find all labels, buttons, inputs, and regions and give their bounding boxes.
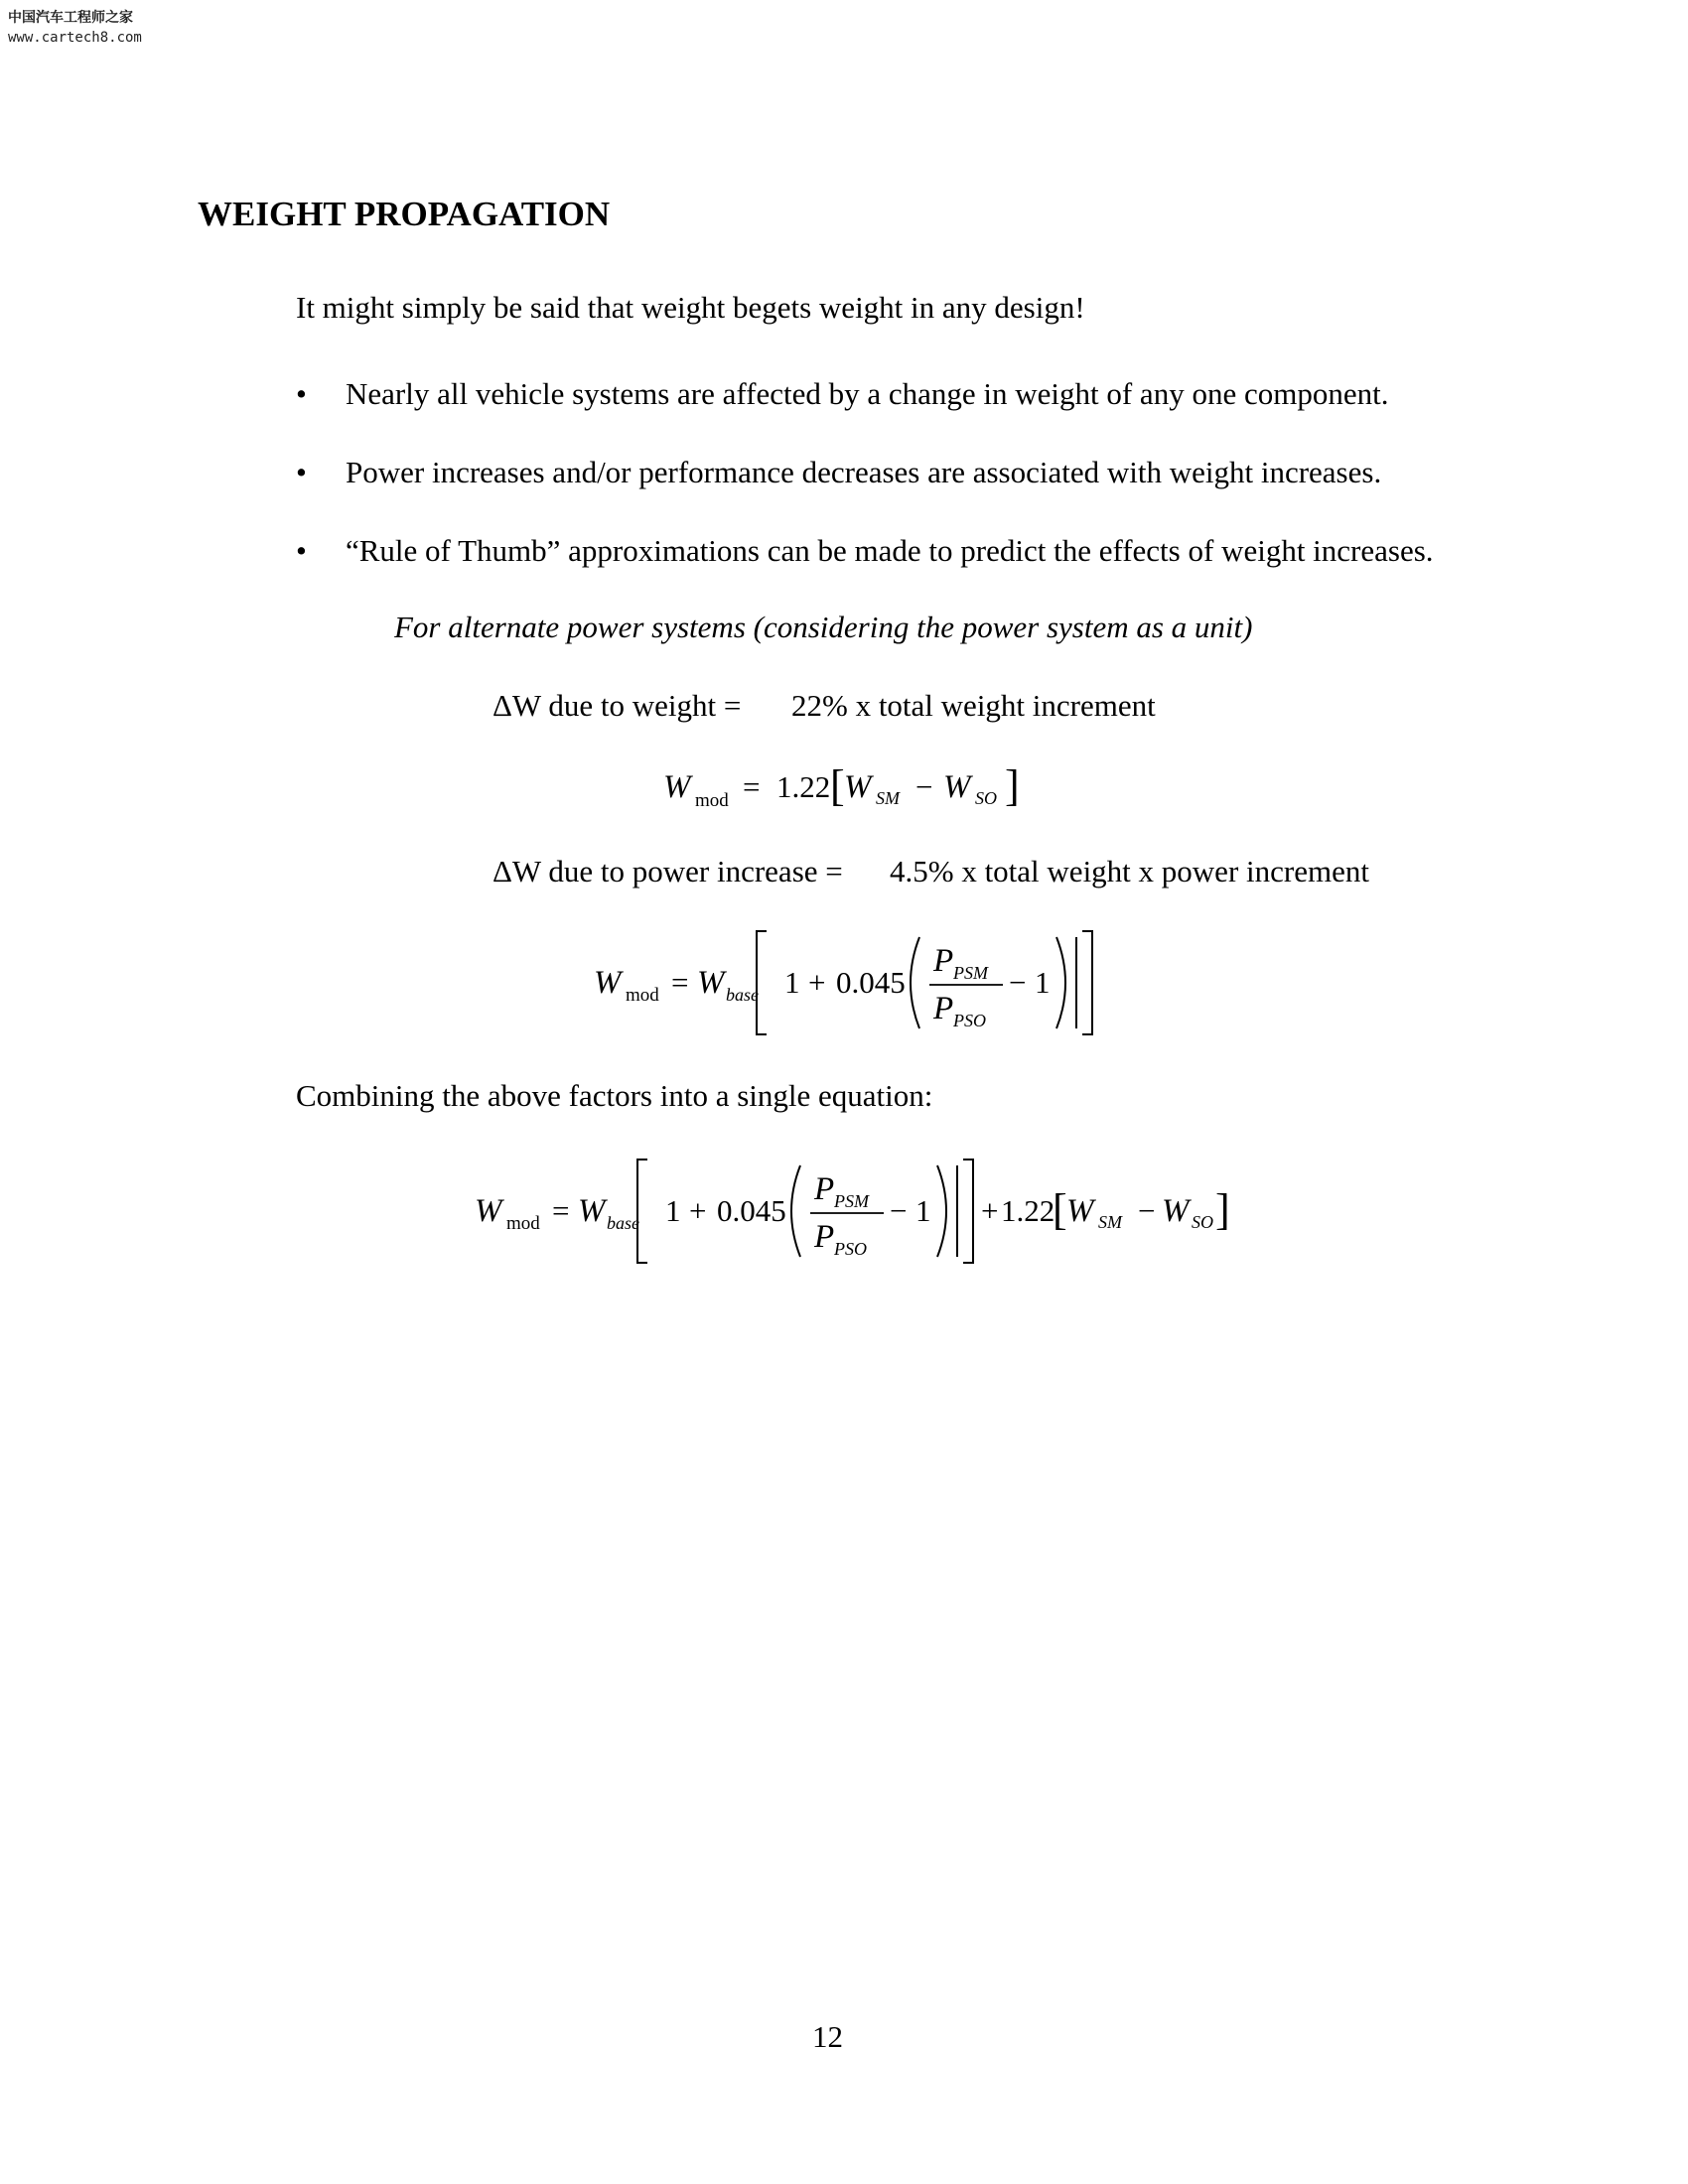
eq-symbol-w: W — [844, 769, 872, 805]
eq-right-bracket: ] — [1005, 761, 1020, 810]
eq-right-paren — [937, 1165, 946, 1257]
delta-weight-value: 22% x total weight increment — [791, 688, 1156, 723]
eq-plus: + — [808, 965, 826, 1000]
eq-equals: = — [552, 1193, 570, 1228]
eq-subscript-base: base — [726, 985, 759, 1005]
eq-symbol-w: W — [578, 1193, 606, 1229]
eq-coef-power: 0.045 — [836, 965, 906, 1000]
eq-left-paren — [911, 937, 919, 1028]
eq-symbol-w: W — [943, 769, 971, 805]
page-number: 12 — [812, 2019, 843, 2054]
eq-big-left-bracket — [757, 931, 767, 1034]
eq-right-bracket: ] — [1215, 1185, 1230, 1234]
eq-subscript-psm: PSM — [834, 1191, 869, 1211]
eq-minus: − — [915, 769, 933, 804]
eq-symbol-w: W — [1066, 1193, 1094, 1229]
eq-right-paren — [1056, 937, 1065, 1028]
eq-subscript-mod: mod — [695, 790, 729, 811]
eq-subscript-so: SO — [975, 788, 997, 808]
eq-equals: = — [743, 769, 761, 804]
eq-minus: − — [890, 1193, 908, 1228]
eq-symbol-w: W — [475, 1193, 502, 1229]
eq-symbol-w: W — [594, 965, 622, 1001]
watermark — [8, 8, 142, 48]
eq-subscript-base: base — [607, 1213, 639, 1233]
eq-one: 1 — [784, 965, 800, 1000]
delta-power-label: ΔW due to power increase = — [492, 854, 843, 888]
eq-symbol-p: P — [814, 1171, 835, 1207]
eq-big-left-bracket — [637, 1160, 647, 1263]
eq-subscript-pso: PSO — [834, 1239, 867, 1259]
eq-symbol-p: P — [814, 1219, 835, 1255]
combine-paragraph: Combining the above factors into a single equation: — [296, 1078, 933, 1113]
section-title: WEIGHT PROPAGATION — [198, 195, 611, 233]
watermark-site-name: 中国汽车工程师之家 — [8, 10, 133, 26]
eq-plus: + — [689, 1193, 707, 1228]
power-equation — [586, 923, 1102, 1042]
eq-subscript-mod: mod — [506, 1213, 540, 1234]
eq-one: 1 — [665, 1193, 681, 1228]
bullet-icon: • — [296, 533, 307, 568]
eq-left-bracket: [ — [1053, 1185, 1067, 1234]
combined-equation — [467, 1152, 1231, 1271]
eq-big-right-bracket — [963, 1160, 973, 1263]
watermark-site-url: www.cartech8.com — [8, 30, 142, 46]
eq-equals: = — [671, 965, 689, 1000]
eq-subscript-sm: SM — [876, 788, 900, 808]
eq-symbol-p: P — [933, 991, 954, 1026]
eq-coef-weight: 1.22 — [776, 769, 831, 804]
eq-symbol-p: P — [933, 943, 954, 979]
bullet-text: Nearly all vehicle systems are affected by a change in weight of any one component. — [346, 376, 1389, 411]
intro-paragraph: It might simply be said that weight begets weight in any design! — [296, 290, 1085, 325]
eq-big-right-bracket — [1082, 931, 1092, 1034]
delta-power-value: 4.5% x total weight x power increment — [890, 854, 1369, 888]
eq-coef-power: 0.045 — [717, 1193, 786, 1228]
bullet-icon: • — [296, 376, 307, 411]
eq-one: 1 — [915, 1193, 931, 1228]
eq-coef-weight: 1.22 — [1001, 1193, 1055, 1228]
eq-symbol-w: W — [1162, 1193, 1190, 1229]
eq-minus: − — [1138, 1193, 1156, 1228]
eq-subscript-mod: mod — [626, 985, 659, 1006]
eq-subscript-so: SO — [1192, 1212, 1213, 1232]
eq-minus: − — [1009, 965, 1027, 1000]
delta-weight-label: ΔW due to weight = — [492, 688, 742, 723]
eq-subscript-psm: PSM — [953, 963, 988, 983]
power-systems-note: For alternate power systems (considering the power system as a unit) — [394, 610, 1253, 644]
bullet-text: Power increases and/or performance decreases are associated with weight increases. — [346, 455, 1382, 489]
bullet-text: “Rule of Thumb” approximations can be made to predict the effects of weight increases. — [346, 533, 1434, 568]
bullet-icon: • — [296, 455, 307, 489]
eq-subscript-sm: SM — [1098, 1212, 1122, 1232]
eq-plus: + — [981, 1193, 999, 1228]
eq-symbol-w: W — [663, 769, 691, 805]
eq-left-bracket: [ — [830, 761, 845, 810]
eq-left-paren — [791, 1165, 800, 1257]
eq-symbol-w: W — [697, 965, 725, 1001]
eq-one: 1 — [1035, 965, 1051, 1000]
weight-equation — [655, 754, 1033, 824]
eq-subscript-pso: PSO — [953, 1011, 986, 1030]
